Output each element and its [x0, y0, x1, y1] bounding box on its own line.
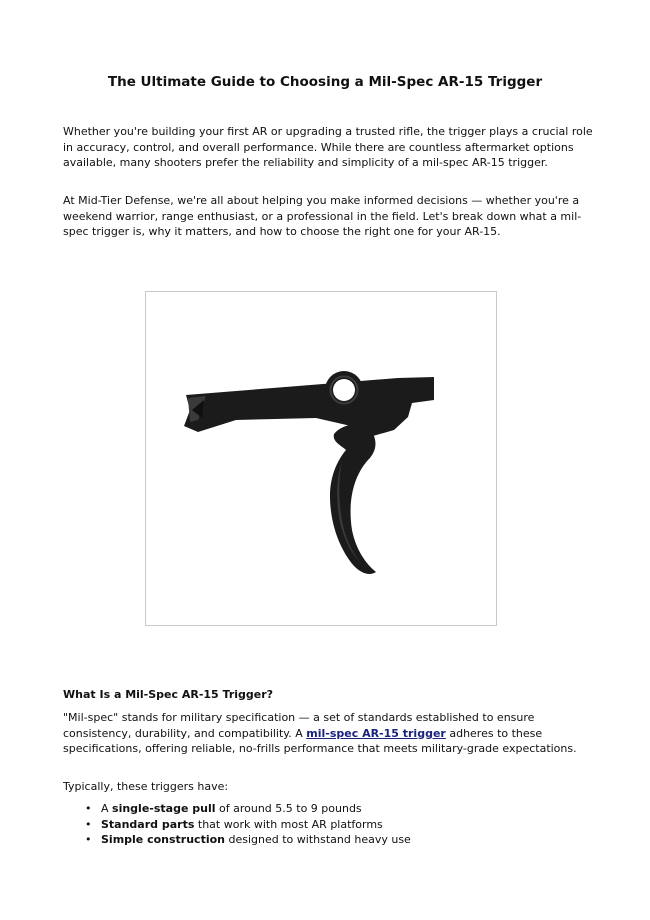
page-title: The Ultimate Guide to Choosing a Mil-Spec AR-15 Trigger	[107, 74, 543, 90]
list-item-text: of around 5.5 to 9 pounds	[215, 802, 362, 815]
list-item-text: A	[101, 802, 113, 815]
list-item-bold: Standard parts	[101, 817, 195, 831]
list-item-bold: single-stage pull	[112, 802, 216, 815]
list-item-text: designed to withstand heavy use	[225, 833, 411, 846]
milspec-paragraph	[63, 710, 593, 757]
milspec-trigger-link[interactable]: mil-spec AR-15 trigger	[306, 726, 446, 740]
milspec-text-after: adheres to these specifications, offering reliable, no-frills performance that meets military-grade expectations.	[63, 726, 577, 755]
intro-paragraph-1: Whether you're building your first AR or upgrading a trusted rifle, the trigger plays a crucial role in accuracy, control, and overall performance. While there are countless aftermarket options available, many shooters prefer the reliability and simplicity of a mil-spec AR-15 trigger.	[63, 125, 593, 169]
milspec-text-before: "Mil-spec" stands for military specification — a set of standards established to ensure consistency, durability, and compatibility. A	[63, 711, 535, 740]
section-heading: What Is a Mil-Spec AR-15 Trigger?	[63, 688, 274, 701]
bullet-icon: •	[85, 802, 92, 815]
trigger-image	[146, 292, 496, 625]
list-item	[63, 817, 593, 833]
list-item-text: that work with most AR platforms	[194, 817, 383, 831]
trigger-figure	[145, 291, 497, 626]
bullet-icon: •	[85, 833, 92, 846]
list-item	[63, 832, 593, 848]
list-item	[63, 801, 593, 817]
list-item-bold: Simple construction	[101, 833, 225, 846]
intro-paragraph-2: At Mid-Tier Defense, we're all about helping you make informed decisions — whether you're a weekend warrior, range enthusiast, or a professional in the field. Let's break down what a mil-spec trigger is, why it matters, and how to choose the right one for your AR-15.	[63, 194, 582, 238]
bullet-icon: •	[85, 817, 92, 831]
typically-paragraph: Typically, these triggers have:	[63, 780, 229, 793]
feature-list	[63, 801, 593, 848]
